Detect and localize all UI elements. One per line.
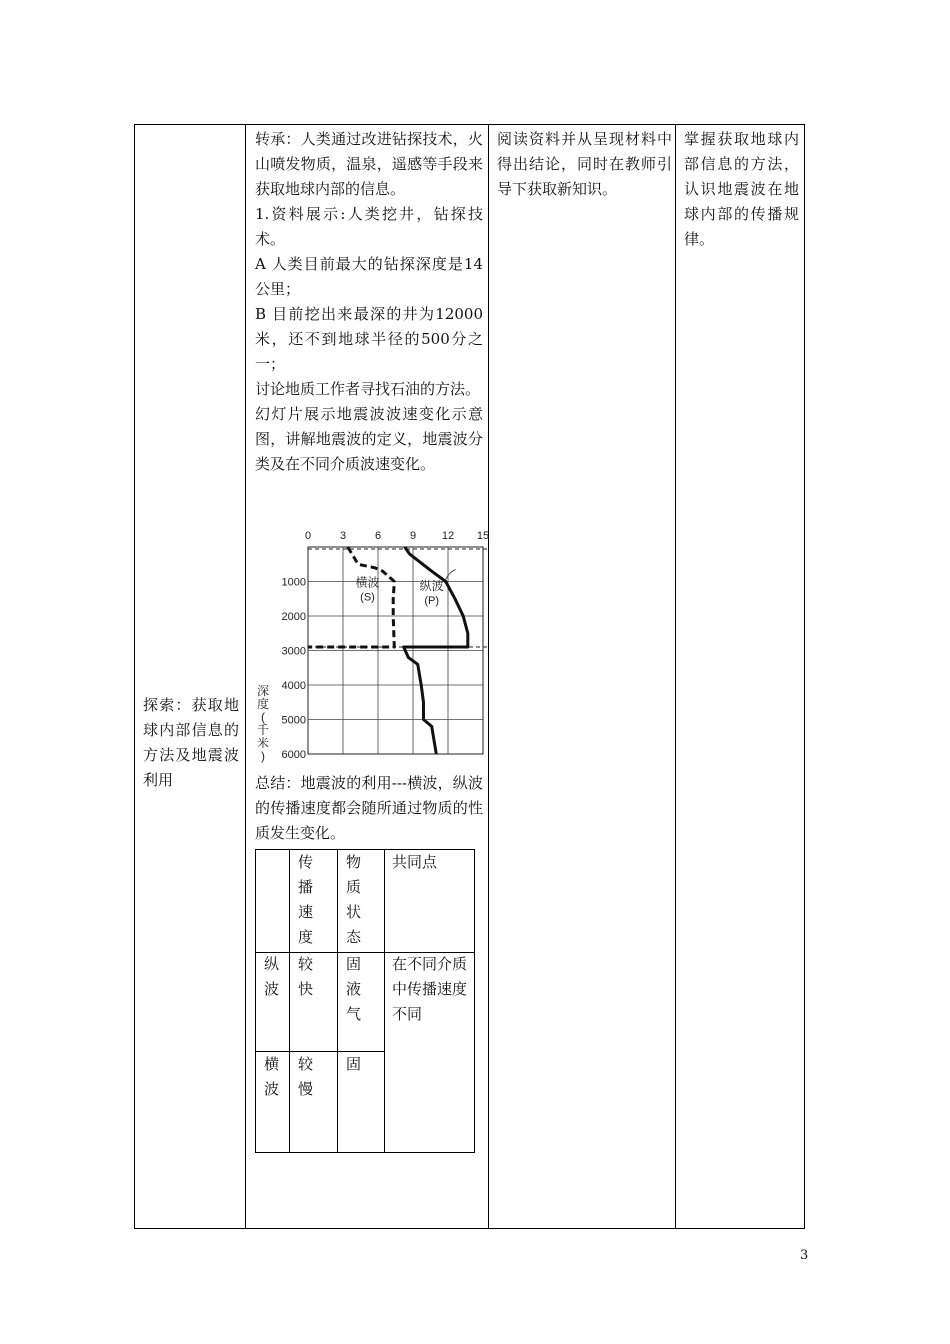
y-tick-label: 4000 (281, 680, 306, 692)
y-tick-label: 2000 (281, 611, 306, 623)
s-wave-label: 横波 (355, 575, 380, 590)
paragraph-discussion: 讨论地质工作者寻找石油的方法。 (255, 380, 481, 398)
row-s-wave-name: 横波 (264, 1055, 280, 1098)
page-number: 3 (800, 1248, 809, 1263)
p-wave-leader (446, 570, 456, 580)
row-p-wave-speed: 较快 (298, 955, 314, 998)
row-s-wave-state: 固 (346, 1055, 362, 1073)
header-speed: 传播速度 (298, 853, 314, 946)
paragraph-slide: 幻灯片展示地震波波速变化示意图，讲解地震波的定义，地震波分类及在不同介质波速变化。 (255, 405, 483, 473)
row-p-wave-state: 固液气 (346, 955, 362, 1023)
x-tick-label: 12 (441, 530, 455, 542)
p-wave-label: 纵波 (419, 579, 444, 594)
common-point: 在不同介质中传播速度不同 (392, 955, 468, 1023)
student-activity: 阅读资料并从呈现材料中得出结论，同时在教师引导下获取新知识。 (497, 130, 672, 198)
y-tick-label: 1000 (281, 576, 306, 589)
design-intent: 掌握获取地球内部信息的方法，认识地震波在地球内部的传播规律。 (684, 130, 799, 248)
y-axis-label-char: 千 (256, 723, 270, 737)
y-axis-label-char: 米 (256, 736, 270, 750)
paragraph-b: B 目前挖出来最深的井为12000米，还不到地球半径的500分之一； (255, 305, 483, 373)
summary-text: 总结：地震波的利用---横波，纵波的传播速度都会随所通过物质的性质发生变化。 (255, 774, 483, 842)
row-p-wave-name: 纵波 (264, 955, 280, 998)
s-wave-sublabel: (S) (360, 591, 375, 604)
y-axis-label-char: 深 (256, 684, 270, 698)
paragraph-material: 1.资料展示:人类挖井，钻探技术。 (255, 205, 483, 248)
x-tick-label: 15 (476, 530, 490, 542)
x-tick-label: 0 (304, 530, 312, 542)
inner-col-line-3 (384, 850, 385, 1152)
wave-comparison-table (255, 849, 475, 1153)
p-wave-sublabel: (P) (424, 595, 440, 608)
y-axis-label-char: ( (261, 710, 265, 724)
inner-col-line-1 (289, 850, 290, 1152)
paragraph-a: A 人类目前最大的钻探深度是14公里； (255, 255, 483, 298)
y-tick-label: 3000 (281, 645, 306, 658)
col-divider-1 (245, 125, 246, 1228)
x-tick-label: 3 (339, 530, 347, 542)
y-axis-label-char: ) (261, 749, 265, 763)
y-tick-label: 6000 (281, 749, 306, 761)
x-tick-label: 9 (409, 530, 417, 542)
header-state: 物质状态 (346, 853, 362, 946)
lesson-table (134, 124, 805, 1229)
teacher-activity (255, 127, 483, 477)
y-tick-label: 5000 (281, 714, 306, 727)
section-label: 探索：获取地球内部信息的方法及地震波利用 (143, 696, 239, 789)
s-wave-line (308, 547, 394, 647)
x-tick-label: 6 (374, 530, 382, 542)
row-s-wave-speed: 较慢 (298, 1055, 314, 1098)
y-axis-label-char: 度 (256, 697, 270, 711)
inner-col-line-2 (337, 850, 338, 1152)
col-divider-3 (675, 125, 676, 1228)
seismic-wave-chart (255, 525, 495, 765)
paragraph-transition: 转承：人类通过改进钻探技术，火山喷发物质，温泉，遥感等手段来获取地球内部的信息。 (255, 130, 483, 198)
header-common: 共同点 (392, 853, 438, 871)
